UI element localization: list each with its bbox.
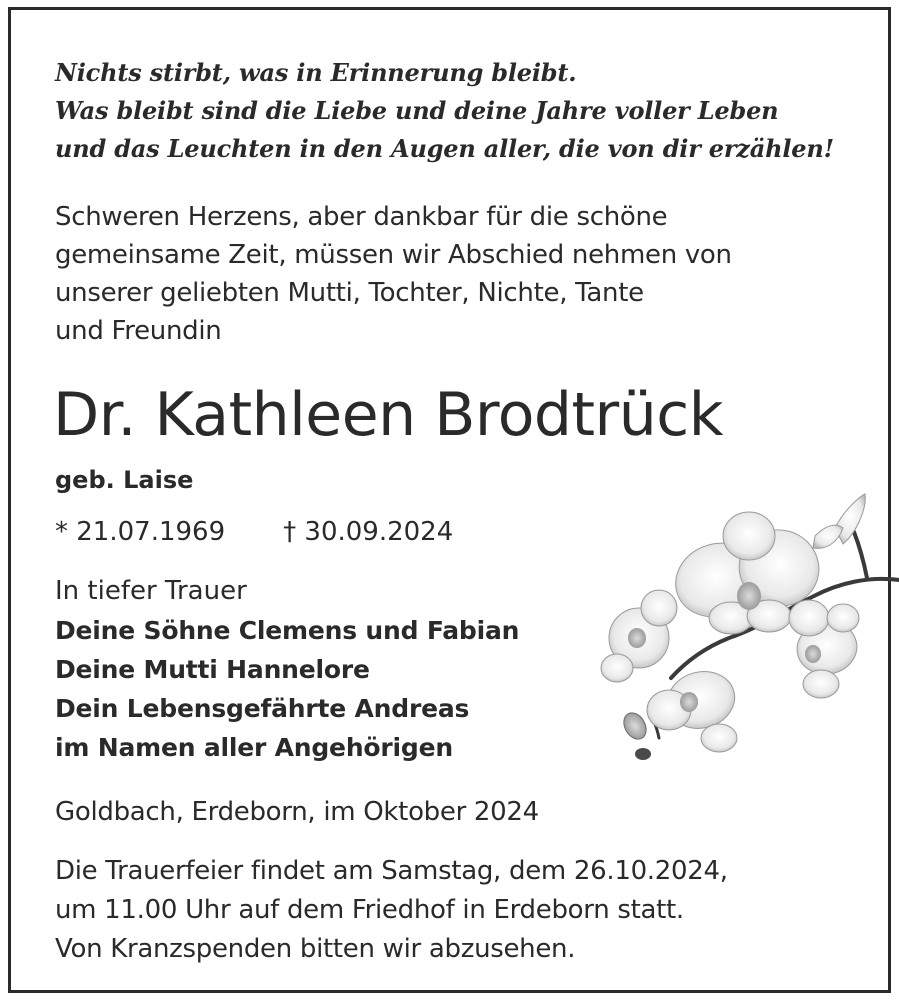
intro-line: Schweren Herzens, aber dankbar für die schöne [55,202,668,232]
deceased-name: Dr. Kathleen Brodtrück [53,380,723,450]
intro-text [55,198,732,350]
intro-line: und Freundin [55,316,222,346]
mourners-lead: In tiefer Trauer [55,576,247,606]
funeral-line: Die Trauerfeier findet am Samstag, dem 26.10.2024, [55,856,728,886]
mourner-line: Dein Lebensgefährte Andreas [55,694,470,723]
place-date: Goldbach, Erdeborn, im Oktober 2024 [55,797,539,827]
birth-date: * 21.07.1969 [55,517,226,547]
intro-line: gemeinsame Zeit, müssen wir Abschied nehmen von [55,240,732,270]
maiden-name: geb. Laise [55,466,194,494]
intro-line: unserer geliebten Mutti, Tochter, Nichte, Tante [55,278,644,308]
mourner-line: Deine Söhne Clemens und Fabian [55,616,520,645]
mourner-line: im Namen aller Angehörigen [55,733,453,762]
obituary-frame [8,7,891,993]
orchid-icon [599,488,899,770]
life-dates [55,512,453,552]
funeral-line: Von Kranzspenden bitten wir abzusehen. [55,934,576,964]
funeral-line: um 11.00 Uhr auf dem Friedhof in Erdeborn statt. [55,895,684,925]
motto-quote [55,54,834,168]
mourners-block [55,572,519,767]
death-date: † 30.09.2024 [283,517,454,547]
motto-line: und das Leuchten in den Augen aller, die von dir erzählen! [55,134,834,163]
motto-line: Was bleibt sind die Liebe und deine Jahre voller Leben [55,96,779,125]
funeral-info [55,852,728,969]
mourner-line: Deine Mutti Hannelore [55,655,370,684]
motto-line: Nichts stirbt, was in Erinnerung bleibt. [55,58,577,87]
mourners-names [55,611,519,767]
